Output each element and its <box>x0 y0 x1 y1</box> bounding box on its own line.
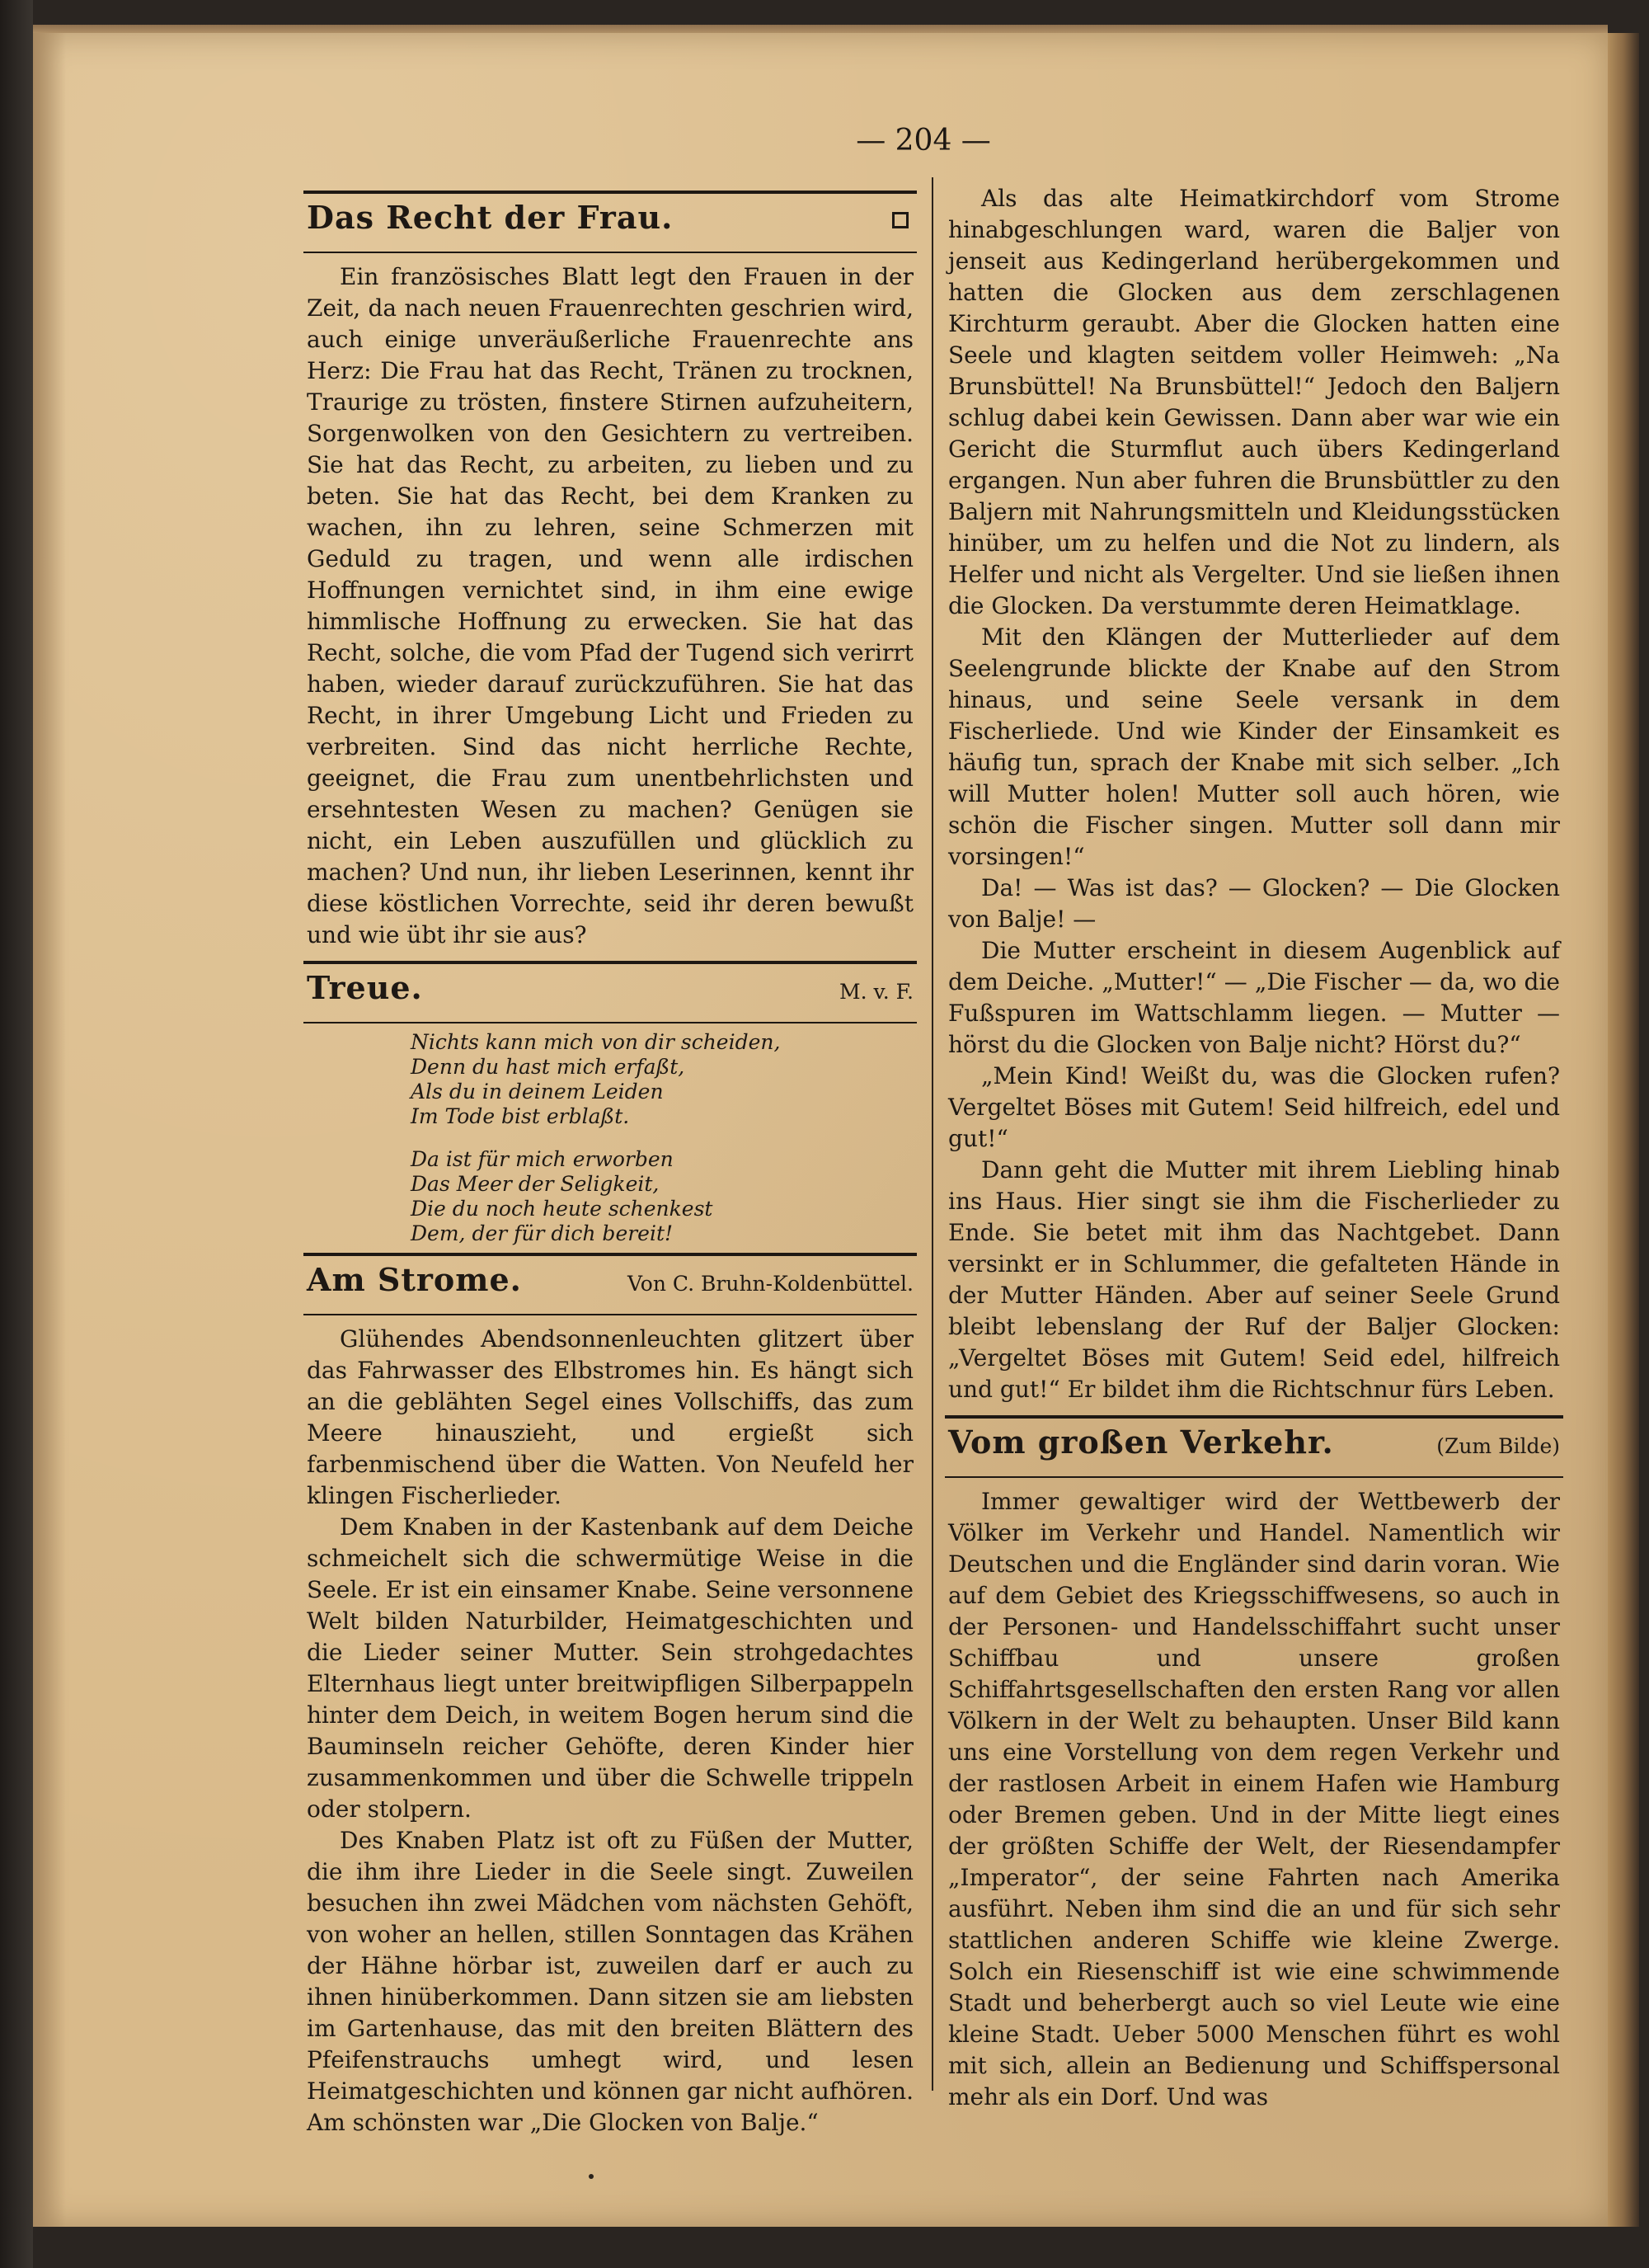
column-divider <box>932 177 933 2091</box>
section-rule <box>303 1253 917 1256</box>
page-gutter-shadow <box>33 33 66 2227</box>
paragraph: Als das alte Heimatkirchdorf vom Strome hinabgeschlungen ward, waren die Baljer von jenseit aus Kedingerland herübergekommen und hatten die Glocken aus dem zerschlagenen Kirchturm geraubt. Aber die Glocken hatten eine Seele und klagten seitdem voller Heimweh: „Na Brunsbüttel! Na Brunsbüttel!“ Jedoch den Baljern schlug dabei kein Gewissen. Dann aber war wie ein Gericht die Sturmflut auch übers Kedingerland ergangen. Nun aber fuhren die Brunsbüttler zu den Baljern mit Nahrungsmitteln und Kleidungsstücken hinüber, um zu helfen und die Not zu lindern, als Helfer und nicht als Vergelter. Und sie ließen ihnen die Glocken. Da verstummte deren Heimatklage. <box>948 185 1560 619</box>
paragraph: Dem Knaben in der Kastenbank auf dem Deiche schmeichelt sich die schwermütige Weise in die Seele. Er ist ein einsamer Knabe. Seine versonnene Welt bilden Naturbilder, Heimatgeschichten und die Lieder seiner Mutter. Sein strohgedachtes Elternhaus liegt unter breitwipfligen Silberpappeln hinter dem Deich, in weitem Bogen herum sind die Bauminseln reicher Gehöfte, deren Kinder hier zusammenkommen und über die Schwelle trippeln oder stolpern. <box>307 1513 914 1823</box>
section-header <box>303 1261 917 1309</box>
poem-line: Als du in deinem Leiden <box>411 1080 664 1103</box>
section-header <box>945 1423 1563 1471</box>
section-rule <box>303 252 917 253</box>
section-author: Von C. Bruhn-Koldenbüttel. <box>627 1272 914 1296</box>
section-picture-note: (Zum Bilde) <box>1436 1434 1560 1458</box>
section-rule <box>945 1415 1563 1419</box>
paragraph: Mit den Klängen der Mutterlieder auf dem Seelengrunde blickte der Knabe auf den Strom hinaus, und seine Seele versank in dem Fischerliede. Und wie Kinder der Einsamkeit es häufig tun, sprach der Knabe mit sich selber. „Ich will Mutter holen! Mutter soll auch hören, wie schön die Fischer singen. Mutter soll dann mir vorsingen!“ <box>948 623 1560 870</box>
section-title-am-strome: Am Strome. <box>307 1261 522 1298</box>
section-title-treue: Treue. <box>307 969 423 1006</box>
square-ornament-icon <box>892 212 909 228</box>
paragraph: Da! — Was ist das? — Glocken? — Die Glocken von Balje! — <box>948 874 1560 933</box>
section-rule <box>945 1476 1563 1478</box>
poem <box>411 1030 917 1246</box>
section-body <box>303 1320 917 2143</box>
section-rule <box>303 1022 917 1023</box>
section-title-recht-der-frau: Das Recht der Frau. <box>307 199 674 236</box>
section-body <box>303 258 917 956</box>
poem-line: Die du noch heute schenkest <box>411 1197 713 1221</box>
paragraph: Dann geht die Mutter mit ihrem Liebling hinab ins Haus. Hier singt sie ihm die Fischerlieder zu Ende. Sie betet mit ihm das Nachtgebet. Dann versinkt er in Schlummer, die gefalteten Hände in der Mutter Händen. Aber auf seiner Seele Grund bleibt lebenslang der Ruf der Baljer Glocken: „Vergeltet Böses mit Gutem! Seid edel, hilfreich und gut!“ Er bildet ihm die Richtschnur fürs Leben. <box>948 1156 1560 1403</box>
book-binding <box>0 0 33 2268</box>
right-column <box>945 180 1563 2118</box>
paragraph: Des Knaben Platz ist oft zu Füßen der Mutter, die ihm ihre Lieder in die Seele singt. Zuweilen besuchen ihn zwei Mädchen vom nächsten Gehöft, von woher an hellen, stillen Sonntagen das Krähen der Hähne hörbar ist, zuweilen darf er auch zu ihnen hinüberkommen. Dann sitzen sie am liebsten im Gartenhause, das mit den breiten Blättern des Pfeifenstrauchs umhegt wird, und lesen Heimatgeschichten und können gar nicht aufhören. Am schönsten war „Die Glocken von Balje.“ <box>307 1827 914 2136</box>
page-number: — 204 — <box>856 124 991 158</box>
page-stack-edge <box>1608 33 1639 2227</box>
paragraph: Die Mutter erscheint in diesem Augenblick auf dem Deiche. „Mutter!“ — „Die Fischer — da, wo die Fußspuren im Wattschlamm liegen. — Mutter — hörst du die Glocken von Balje nicht? Hörst du?“ <box>948 937 1560 1058</box>
section-header <box>303 199 917 247</box>
section-author: M. v. F. <box>839 980 914 1004</box>
stanza-gap <box>411 1129 917 1147</box>
poem-line: Das Meer der Seligkeit, <box>411 1172 660 1196</box>
ink-speck <box>589 2174 594 2179</box>
paragraph: „Mein Kind! Weißt du, was die Glocken rufen? Vergeltet Böses mit Gutem! Seid hilfreich, edel und gut!“ <box>948 1062 1560 1152</box>
section-body <box>945 180 1563 1410</box>
poem-line: Da ist für mich erworben <box>411 1147 674 1171</box>
section-title-vom-grossen-verkehr: Vom großen Verkehr. <box>948 1423 1334 1461</box>
left-column <box>303 186 917 2143</box>
poem-line: Dem, der für dich bereit! <box>411 1221 674 1245</box>
section-rule <box>303 191 917 194</box>
paragraph: Glühendes Abendsonnenleuchten glitzert über das Fahrwasser des Elbstromes hin. Es hängt sich an die geblähten Segel eines Vollschiffs, das zum Meere hinauszieht, und ergießt sich farbenmischend über die Watten. Von Neufeld her klingen Fischerlieder. <box>307 1325 914 1509</box>
poem-line: Denn du hast mich erfaßt, <box>411 1055 685 1079</box>
paragraph: Ein französisches Blatt legt den Frauen in der Zeit, da nach neuen Frauenrechten geschrien wird, auch einige unveräußerliche Frauenrechte ans Herz: Die Frau hat das Recht, Tränen zu trocknen, Traurige zu trösten, finstere Stirnen aufzuheitern, Sorgenwolken von den Gesichtern zu vertreiben. Sie hat das Recht, zu arbeiten, zu lieben und zu beten. Sie hat das Recht, bei dem Kranken zu wachen, ihn zu lehren, seine Schmerzen mit Geduld zu tragen, und wenn alle irdischen Hoffnungen vernichtet sind, in ihm eine ewige himmlische Hoffnung zu erwecken. Sie hat das Recht, solche, die vom Pfad der Tugend sich verirrt haben, wieder darauf zurückzuführen. Sie hat das Recht, in ihrer Umgebung Licht und Frieden zu verbreiten. Sind das nicht herrliche Rechte, geeignet, die Frau zum unentbehrlichsten und ersehntesten Wesen zu machen? Genügen sie nicht, ein Leben auszufüllen und glücklich zu machen? Und nun, ihr lieben Leserinnen, kennt ihr diese köstlichen Vorrechte, seid ihr deren bewußt und wie übt ihr sie aus? <box>307 263 914 948</box>
poem-line: Im Tode bist erblaßt. <box>411 1104 630 1128</box>
section-header <box>303 969 917 1017</box>
paragraph: Immer gewaltiger wird der Wettbewerb der Völker im Verkehr und Handel. Namentlich wir Deutschen und die Engländer sind darin voran. Wie auf dem Gebiet des Kriegsschiffwesens, so auch in der Personen- und Handelsschiffahrt sucht unser Schiffbau und unsere großen Schiffahrtsgesellschaften den ersten Rang vor allen Völkern in der Welt zu behaupten. Unser Bild kann uns eine Vorstellung von dem regen Verkehr und der rastlosen Arbeit in einem Hafen wie Hamburg oder Bremen geben. Und in der Mitte liegt eines der größten Schiffe der Welt, der Riesendampfer „Imperator“, der seine Fahrten nach Amerika ausführt. Neben ihm sind die an und für sich sehr stattlichen anderen Schiffe wie kleine Zwerge. Solch ein Riesenschiff ist wie eine schwimmende Stadt und beherbergt auch so viel Leute wie eine kleine Stadt. Ueber 5000 Menschen führt es wohl mit sich, allein an Bedienung und Schiffspersonal mehr als ein Dorf. Und was <box>948 1488 1560 2110</box>
poem-line: Nichts kann mich von dir scheiden, <box>411 1030 781 1054</box>
section-body <box>945 1483 1563 2118</box>
section-rule <box>303 1314 917 1315</box>
section-rule <box>303 961 917 964</box>
